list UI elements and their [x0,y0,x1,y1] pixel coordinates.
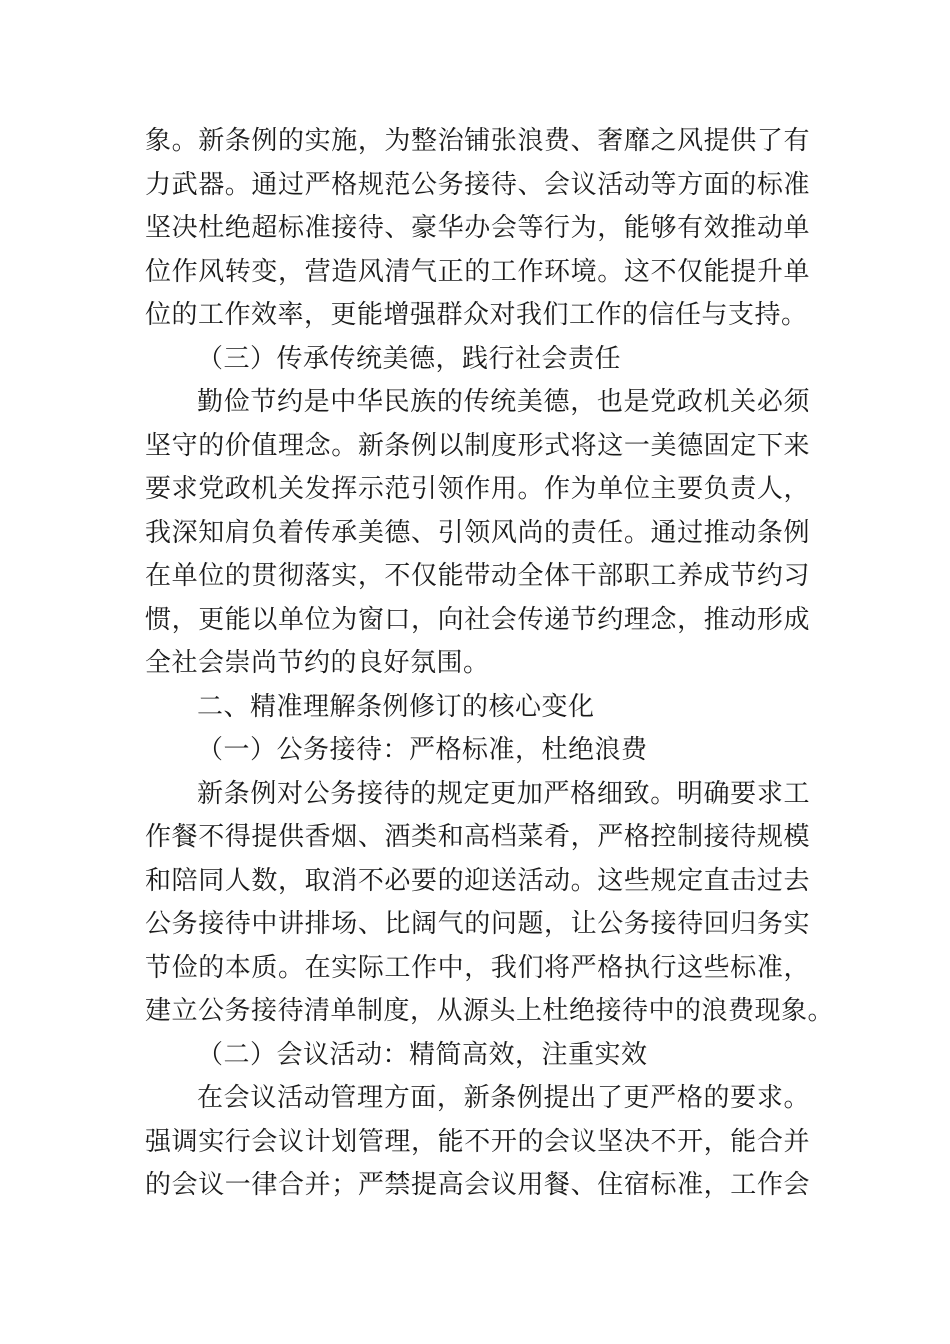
text-line: 在会议活动管理方面，新条例提出了更严格的要求。 [197,1083,810,1113]
text-line: （一）公务接待：严格标准，杜绝浪费 [197,735,648,765]
document-body [145,120,835,1208]
text-line: 象。新条例的实施，为整治铺张浪费、奢靡之风提供了有 [145,126,810,156]
text-line: 二、精准理解条例修订的核心变化 [197,691,595,722]
document-page [145,120,835,1208]
text-line: 全社会崇尚节约的良好氛围。 [145,648,490,678]
text-line: 公务接待中讲排场、比阔气的问题，让公务接待回归务实 [145,909,810,939]
text-line: 新条例对公务接待的规定更加严格细致。明确要求工 [197,778,810,809]
text-line: 位作风转变，营造风清气正的工作环境。这不仅能提升单 [145,256,810,287]
text-line: 和陪同人数，取消不必要的迎送活动。这些规定直击过去 [145,865,810,896]
text-line: 我深知肩负着传承美德、引领风尚的责任。通过推动条例 [145,517,810,548]
text-line: 要求党政机关发挥示范引领作用。作为单位主要负责人， [145,474,810,504]
text-line: 作餐不得提供香烟、酒类和高档菜肴，严格控制接待规模 [145,822,810,852]
text-line: 位的工作效率，更能增强群众对我们工作的信任与支持。 [145,300,808,330]
text-line: 坚决杜绝超标准接待、豪华办会等行为，能够有效推动单 [145,213,810,243]
text-line: 惯，更能以单位为窗口，向社会传递节约理念，推动形成 [145,604,810,635]
text-line: 建立公务接待清单制度，从源头上杜绝接待中的浪费现象。 [145,996,835,1026]
text-line: 在单位的贯彻落实，不仅能带动全体干部职工养成节约习 [145,561,810,591]
text-line: 勤俭节约是中华民族的传统美德，也是党政机关必须 [197,387,810,417]
text-line: 的会议一律合并；严禁提高会议用餐、住宿标准，工作会 [145,1170,810,1200]
text-line: 坚守的价值理念。新条例以制度形式将这一美德固定下来 [145,430,810,461]
text-line: 强调实行会议计划管理，能不开的会议坚决不开，能合并 [145,1126,810,1157]
text-line: （二）会议活动：精简高效，注重实效 [197,1039,648,1070]
text-line: 力武器。通过严格规范公务接待、会议活动等方面的标准 [145,169,810,200]
text-line: 节俭的本质。在实际工作中，我们将严格执行这些标准， [145,952,810,983]
text-line: （三）传承传统美德，践行社会责任 [197,343,622,374]
